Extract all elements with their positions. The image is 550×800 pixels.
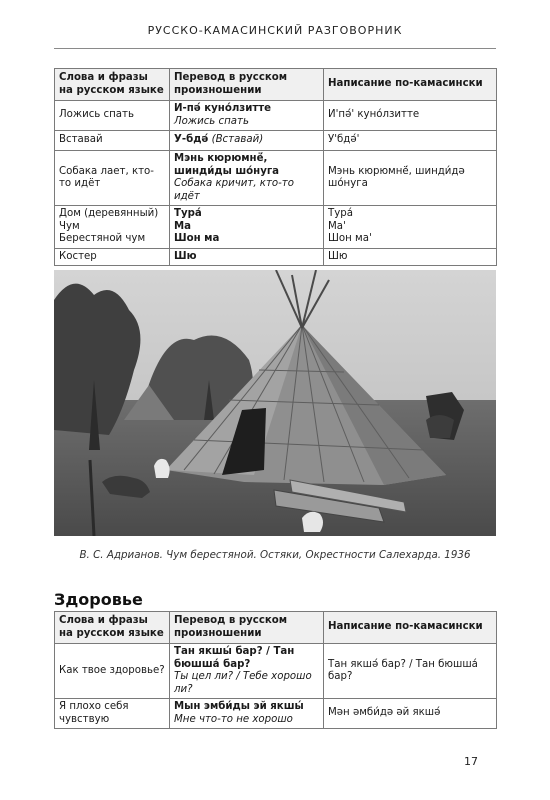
kamassian-spelling: Шю bbox=[324, 248, 497, 266]
kamassian-line: Ма' bbox=[328, 220, 346, 232]
russian-phrase: Как твое здоровье? bbox=[55, 644, 170, 699]
pronunciation-cell bbox=[170, 131, 324, 151]
russian-phrase bbox=[55, 206, 170, 249]
pronunciation-cell bbox=[170, 699, 324, 729]
table-row bbox=[55, 644, 497, 699]
pronunciation-cell bbox=[170, 101, 324, 131]
archival-photo-birch-bark-chum bbox=[54, 270, 496, 536]
kamassian-line: Тура́ bbox=[328, 208, 353, 219]
column-header-kamassian: Написание по-камасински bbox=[324, 612, 497, 644]
literal-translation: Ты цел ли? / Тебе хорошо ли? bbox=[174, 671, 312, 695]
table-row bbox=[55, 131, 497, 151]
table-header-row bbox=[55, 612, 497, 644]
pronunciation: Мэнь кюрюмнё́, шинди́ды шо́нуга bbox=[174, 153, 280, 177]
pronunciation-cell bbox=[170, 206, 324, 249]
pronunciation-line: Тура́ bbox=[174, 208, 202, 219]
table-row bbox=[55, 101, 497, 131]
kamassian-spelling: У'бдә́' bbox=[324, 131, 497, 151]
phrase-table-general bbox=[54, 68, 497, 266]
literal-translation: Собака кричит, кто-то идёт bbox=[174, 178, 294, 202]
pronunciation-cell bbox=[170, 644, 324, 699]
pronunciation-cell bbox=[170, 248, 324, 266]
phrase-table-health bbox=[54, 611, 497, 729]
column-header-pronunciation: Перевод в русском произношении bbox=[170, 69, 324, 101]
literal-translation: Мне что-то не хорошо bbox=[174, 713, 293, 725]
kamassian-spelling: Тан якшә́ бар? / Тан бюшша́ бар? bbox=[324, 644, 497, 699]
pronunciation-line: Шон ма bbox=[174, 233, 220, 244]
column-header-russian: Слова и фразы на русском языке bbox=[55, 612, 170, 644]
pronunciation-line: Ма bbox=[174, 220, 192, 232]
pronunciation: Шю bbox=[174, 250, 197, 262]
literal-translation: (Вставай) bbox=[211, 134, 264, 146]
header-rule bbox=[54, 48, 496, 49]
column-header-pronunciation: Перевод в русском произношении bbox=[170, 612, 324, 644]
russian-phrase-line: Дом (деревянный) bbox=[59, 208, 159, 219]
russian-phrase-line: Берестяной чум bbox=[59, 233, 146, 244]
table-header-row bbox=[55, 69, 497, 101]
running-header: РУССКО-КАМАСИНСКИЙ РАЗГОВОРНИК bbox=[147, 24, 403, 37]
russian-phrase-line: Чум bbox=[59, 220, 80, 232]
table-row bbox=[55, 248, 497, 266]
russian-phrase: Я плохо себя чувствую bbox=[55, 699, 170, 729]
kamassian-spelling: Мэнь кюрюмнё́, шинди́дә шо́нуга bbox=[324, 151, 497, 206]
pronunciation: Мын эмби́ды эй якшы́ bbox=[174, 701, 304, 712]
russian-phrase: Костер bbox=[55, 248, 170, 266]
russian-phrase: Вставай bbox=[55, 131, 170, 151]
pronunciation-cell bbox=[170, 151, 324, 206]
literal-translation: Ложись спать bbox=[174, 115, 249, 127]
column-header-russian: Слова и фразы на русском языке bbox=[55, 69, 170, 101]
russian-phrase: Ложись спать bbox=[55, 101, 170, 131]
photo-caption: В. С. Адрианов. Чум берестяной. Остяки, Окрестности Салехарда. 1936 bbox=[79, 549, 471, 561]
table-row bbox=[55, 151, 497, 206]
kamassian-spelling bbox=[324, 206, 497, 249]
column-header-kamassian: Написание по-камасински bbox=[324, 69, 497, 101]
section-heading: Здоровье bbox=[54, 590, 143, 609]
table-row bbox=[55, 206, 497, 249]
page-number: 17 bbox=[464, 755, 478, 768]
kamassian-spelling: Мән әмби́дә әй якшә́ bbox=[324, 699, 497, 729]
kamassian-line: Шон ма' bbox=[328, 233, 372, 244]
kamassian-spelling: И'пә́' куно́лзитте bbox=[324, 101, 497, 131]
table-row bbox=[55, 699, 497, 729]
pronunciation: У-бдә́ bbox=[174, 134, 209, 146]
pronunciation: И-пә́ куно́лзитте bbox=[174, 103, 272, 114]
pronunciation: Тан якшы́ бар? / Тан бюшша́ бар? bbox=[174, 646, 295, 670]
russian-phrase: Собака лает, кто-то идёт bbox=[55, 151, 170, 206]
